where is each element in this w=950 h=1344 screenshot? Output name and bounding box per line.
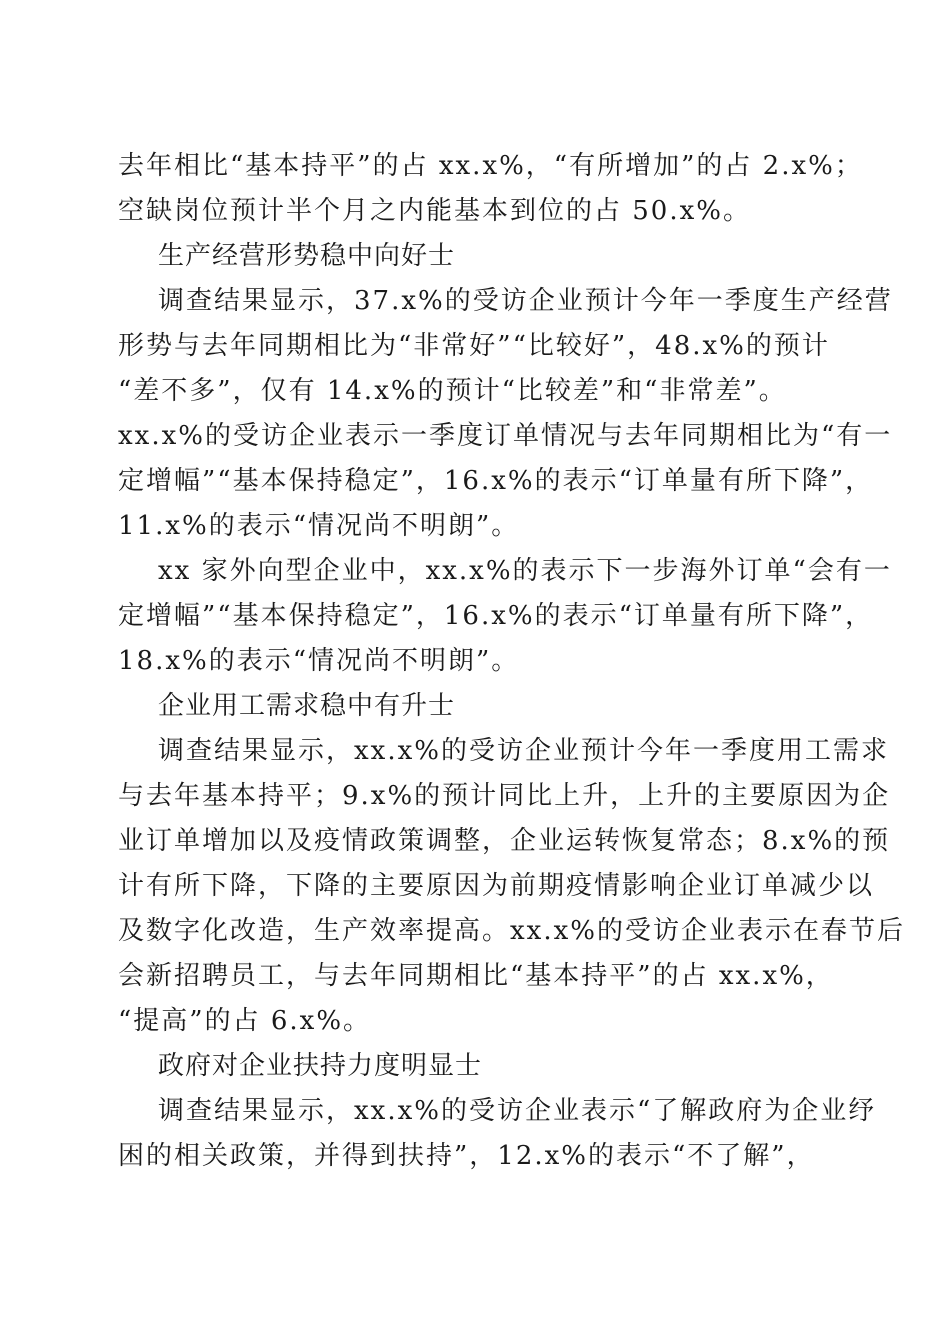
- text-line: 业订单增加以及疫情政策调整，企业运转恢复常态；8.x%的预: [118, 826, 891, 856]
- text-line: xx.x%的受访企业表示一季度订单情况与去年同期相比为“有一: [118, 421, 893, 451]
- section-heading: 政府对企业扶持力度明显士: [158, 1051, 483, 1081]
- text-line: 11.x%的表示“情况尚不明朗”。: [118, 511, 520, 541]
- section-heading: 企业用工需求稳中有升士: [158, 691, 456, 721]
- text-line: 与去年基本持平；9.x%的预计同比上升，上升的主要原因为企: [118, 781, 891, 811]
- text-line: xx 家外向型企业中，xx.x%的表示下一步海外订单“会有一: [158, 556, 892, 586]
- text-line: “提高”的占 6.x%。: [118, 1006, 372, 1036]
- text-line: 会新招聘员工，与去年同期相比“基本持平”的占 xx.x%，: [118, 961, 834, 991]
- text-line: 调查结果显示，xx.x%的受访企业预计今年一季度用工需求: [158, 736, 889, 766]
- text-line: 定增幅”“基本保持稳定”，16.x%的表示“订单量有所下降”，: [118, 601, 874, 631]
- section-heading: 生产经营形势稳中向好士: [158, 241, 456, 271]
- text-line: 形势与去年同期相比为“非常好”“比较好”，48.x%的预计: [118, 331, 830, 361]
- text-line: 计有所下降，下降的主要原因为前期疫情影响企业订单减少以: [118, 871, 875, 901]
- text-line: 及数字化改造，生产效率提高。xx.x%的受访企业表示在春节后: [118, 916, 905, 946]
- text-line: 调查结果显示，xx.x%的受访企业表示“了解政府为企业纾: [158, 1096, 877, 1126]
- text-line: 调查结果显示，37.x%的受访企业预计今年一季度生产经营: [158, 286, 893, 316]
- text-line: 去年相比“基本持平”的占 xx.x%，“有所增加”的占 2.x%；: [118, 151, 863, 181]
- text-line: “差不多”，仅有 14.x%的预计“比较差”和“非常差”。: [118, 376, 787, 406]
- text-line: 定增幅”“基本保持稳定”，16.x%的表示“订单量有所下降”，: [118, 466, 874, 496]
- text-line: 空缺岗位预计半个月之内能基本到位的占 50.x%。: [118, 196, 751, 226]
- text-line: 18.x%的表示“情况尚不明朗”。: [118, 646, 520, 676]
- document-body: [118, 144, 905, 1179]
- text-line: 困的相关政策，并得到扶持”，12.x%的表示“不了解”，: [118, 1141, 815, 1171]
